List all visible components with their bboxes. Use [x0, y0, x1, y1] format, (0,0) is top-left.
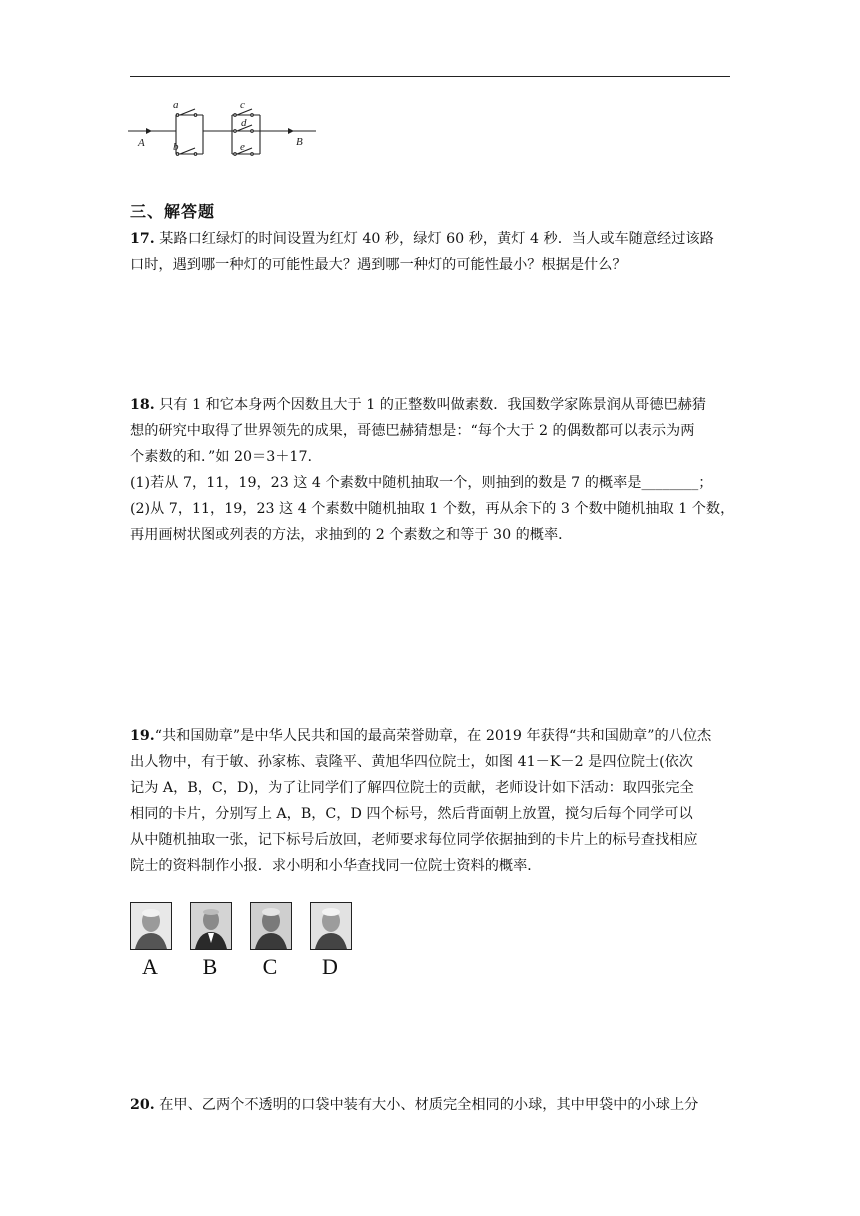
photo-label: B — [202, 954, 218, 979]
exit-arrow-icon — [288, 128, 294, 134]
question-number: 18. — [130, 397, 155, 413]
question-19-line: 19.“共和国勋章”是中华人民共和国的最高荣誉勋章，在 2019 年获得“共和国勋章”的八位杰 — [130, 728, 712, 744]
photo-label: C — [262, 954, 278, 979]
photo-label: D — [322, 954, 338, 979]
portrait-photo-c — [250, 902, 292, 950]
label-b: b — [173, 141, 179, 153]
question-18-line: 想的研究中取得了世界领先的成果，哥德巴赫猜想是：“每个大于 2 的偶数都可以表示为两 — [130, 423, 695, 439]
photo-label: A — [142, 954, 158, 979]
question-number: 19. — [130, 728, 155, 744]
question-18-line: 个素数的和．”如 20＝3＋17. — [130, 449, 312, 465]
section-heading: 三、解答题 — [130, 202, 216, 221]
label-a: a — [173, 99, 179, 111]
question-18-line: 再用画树状图或列表的方法，求抽到的 2 个素数之和等于 30 的概率． — [130, 527, 573, 543]
question-18-part-2: (2)从 7，11，19，23 这 4 个素数中随机抽取 1 个数，再从余下的 3 个数中随机抽取 1 个数， — [130, 501, 735, 517]
switch-b — [180, 148, 195, 154]
question-18 — [130, 392, 735, 548]
label-B: B — [296, 136, 303, 148]
label-e: e — [240, 141, 245, 153]
question-19-line: 院士的资料制作小报．求小明和小华查找同一位院士资料的概率． — [130, 858, 542, 874]
circuit-diagram — [128, 98, 320, 156]
question-19-line: 相同的卡片，分别写上 A，B，C，D 四个标号，然后背面朝上放置，搅匀后每个同学可以 — [130, 806, 693, 822]
portrait-photo-a — [130, 902, 172, 950]
label-A: A — [138, 137, 145, 149]
question-17-line: 口时，遇到哪一种灯的可能性最大？遇到哪一种灯的可能性最小？根据是什么？ — [130, 257, 627, 273]
portrait-photo-d — [310, 902, 352, 950]
portrait-photo-b — [190, 902, 232, 950]
question-19-line: 从中随机抽取一张，记下标号后放回，老师要求每位同学依据抽到的卡片上的标号查找相应 — [130, 832, 698, 848]
question-18-line: 18. 只有 1 和它本身两个因数且大于 1 的正整数叫做素数．我国数学家陈景润从哥德巴赫猜 — [130, 397, 707, 413]
entry-arrow-icon — [146, 128, 152, 134]
label-d: d — [241, 117, 247, 129]
header-rule — [130, 76, 730, 77]
question-19 — [130, 723, 730, 879]
question-17 — [130, 226, 730, 278]
question-19-line: 出人物中，有于敏、孙家栋、袁隆平、黄旭华四位院士，如图 41－K－2 是四位院士(依次 — [130, 754, 693, 770]
question-18-part-1: (1)若从 7，11，19，23 这 4 个素数中随机抽取一个，则抽到的数是 7 的概率是________； — [130, 475, 713, 491]
question-number: 17. — [130, 231, 155, 247]
switch-a — [180, 109, 195, 115]
academician-photos — [130, 902, 370, 982]
question-20-line: 20. 在甲、乙两个不透明的口袋中装有大小、材质完全相同的小球，其中甲袋中的小球上分 — [130, 1097, 699, 1113]
question-17-line: 17. 某路口红绿灯的时间设置为红灯 40 秒，绿灯 60 秒，黄灯 4 秒．当人或车随意经过该路 — [130, 231, 714, 247]
question-number: 20. — [130, 1097, 155, 1113]
label-c: c — [240, 99, 245, 111]
question-20 — [130, 1092, 730, 1118]
question-19-line: 记为 A，B，C，D)，为了让同学们了解四位院士的贡献，老师设计如下活动：取四张完全 — [130, 780, 694, 796]
